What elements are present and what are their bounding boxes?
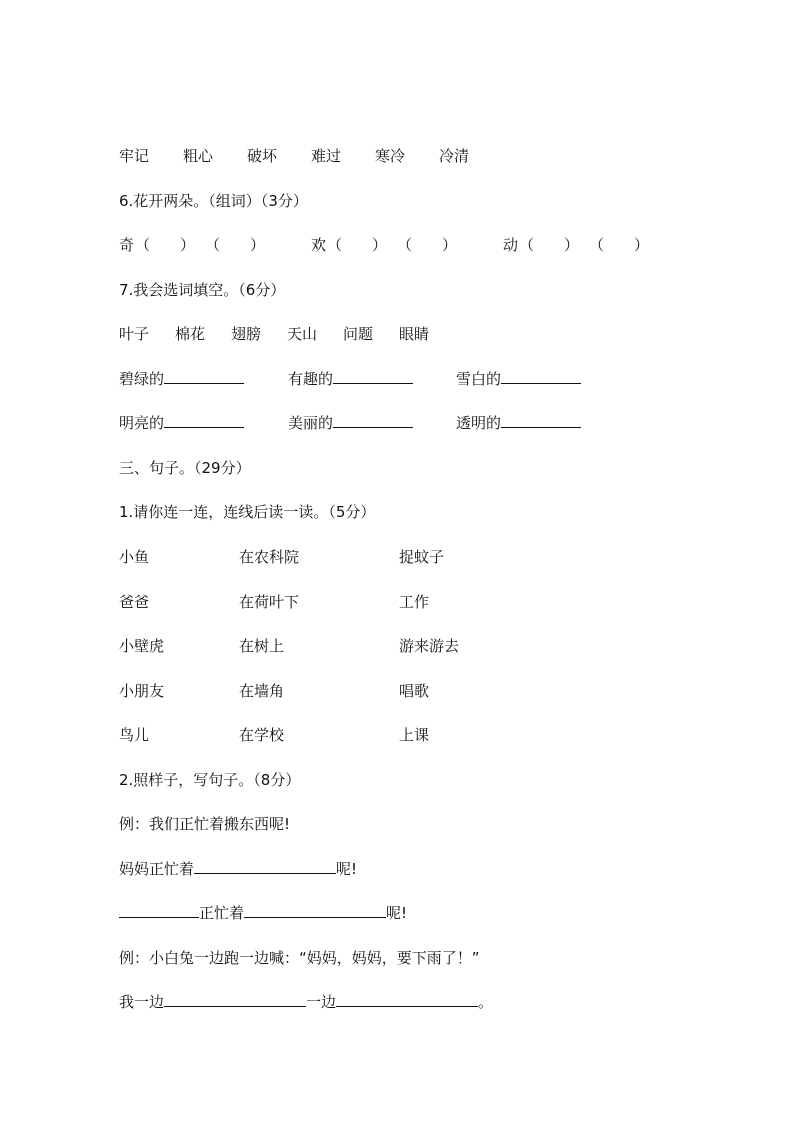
fill-label: 明亮的 <box>119 414 165 432</box>
match-place[interactable]: 在墙角 <box>239 682 285 700</box>
word-item: 粗心 <box>183 147 214 165</box>
fill-label: 有趣的 <box>288 370 334 388</box>
word-bank-item: 叶子 <box>119 325 150 343</box>
sentence-blank[interactable] <box>119 903 199 918</box>
q7-title: 7.我会选词填空。（6分） <box>119 281 286 299</box>
fill-blank[interactable] <box>333 369 413 384</box>
word-bank-item: 棉花 <box>175 325 206 343</box>
match-place[interactable]: 在学校 <box>239 726 285 744</box>
match-place[interactable]: 在树上 <box>239 637 285 655</box>
match-subject[interactable]: 小鱼 <box>119 548 150 566</box>
q6-blank[interactable]: （ ） <box>135 236 196 254</box>
fill-label: 美丽的 <box>288 414 334 432</box>
q6-blank[interactable]: （ ） <box>519 236 580 254</box>
q6-blank[interactable]: （ ） <box>589 236 650 254</box>
practice-line-2 <box>119 903 407 923</box>
q6-char: 欢 <box>311 236 327 254</box>
match-subject[interactable]: 小壁虎 <box>119 637 165 655</box>
word-bank-item: 天山 <box>287 325 318 343</box>
word-bank-item: 翅膀 <box>231 325 262 343</box>
q1-title: 1.请你连一连，连线后读一读。（5分） <box>119 503 376 521</box>
match-action[interactable]: 上课 <box>399 726 430 744</box>
example-sentence-2: 例：小白兔一边跑一边喊：“妈妈，妈妈，要下雨了！” <box>119 949 480 967</box>
match-place[interactable]: 在农科院 <box>239 548 300 566</box>
practice-text: 我一边 <box>119 993 165 1011</box>
match-action[interactable]: 游来游去 <box>399 637 460 655</box>
q6-blank[interactable]: （ ） <box>397 236 458 254</box>
fill-item <box>456 369 581 389</box>
sentence-blank[interactable] <box>244 903 386 918</box>
fill-item <box>119 413 244 433</box>
match-subject[interactable]: 鸟儿 <box>119 726 150 744</box>
fill-blank[interactable] <box>501 369 581 384</box>
q6-char: 奇 <box>119 236 135 254</box>
q6-blank[interactable]: （ ） <box>205 236 266 254</box>
match-place[interactable]: 在荷叶下 <box>239 593 300 611</box>
q6-char: 动 <box>503 236 519 254</box>
practice-text: 呢! <box>386 904 408 922</box>
fill-label: 透明的 <box>456 414 502 432</box>
fill-item <box>119 369 244 389</box>
match-subject[interactable]: 爸爸 <box>119 593 150 611</box>
word-item: 破坏 <box>247 147 278 165</box>
sentence-blank[interactable] <box>164 992 306 1007</box>
fill-blank[interactable] <box>333 413 413 428</box>
practice-line-3 <box>119 992 493 1012</box>
word-item: 冷清 <box>439 147 470 165</box>
fill-item <box>456 413 581 433</box>
practice-line-1 <box>119 859 357 879</box>
match-action[interactable]: 捉蚊子 <box>399 548 445 566</box>
word-bank-item: 眼睛 <box>399 325 430 343</box>
fill-label: 雪白的 <box>456 370 502 388</box>
section-3-title: 三、句子。（29分） <box>119 459 251 477</box>
practice-text: 一边 <box>306 993 337 1011</box>
word-item: 寒冷 <box>375 147 406 165</box>
match-action[interactable]: 唱歌 <box>399 682 430 700</box>
q6-blank[interactable]: （ ） <box>327 236 388 254</box>
word-bank-item: 问题 <box>343 325 374 343</box>
example-sentence-1: 例：我们正忙着搬东西呢! <box>119 815 291 833</box>
fill-label: 碧绿的 <box>119 370 165 388</box>
practice-text: 。 <box>478 993 494 1011</box>
practice-text: 呢! <box>336 860 358 878</box>
match-subject[interactable]: 小朋友 <box>119 682 165 700</box>
sentence-blank[interactable] <box>194 859 336 874</box>
match-action[interactable]: 工作 <box>399 593 430 611</box>
fill-blank[interactable] <box>164 413 244 428</box>
sentence-blank[interactable] <box>336 992 478 1007</box>
fill-item <box>288 413 413 433</box>
fill-blank[interactable] <box>164 369 244 384</box>
word-item: 牢记 <box>119 147 150 165</box>
fill-item <box>288 369 413 389</box>
practice-text: 妈妈正忙着 <box>119 860 195 878</box>
word-item: 难过 <box>311 147 342 165</box>
practice-text: 正忙着 <box>199 904 245 922</box>
q2-title: 2.照样子，写句子。（8分） <box>119 771 301 789</box>
fill-blank[interactable] <box>501 413 581 428</box>
q6-title: 6.花开两朵。（组词）（3分） <box>119 192 308 210</box>
